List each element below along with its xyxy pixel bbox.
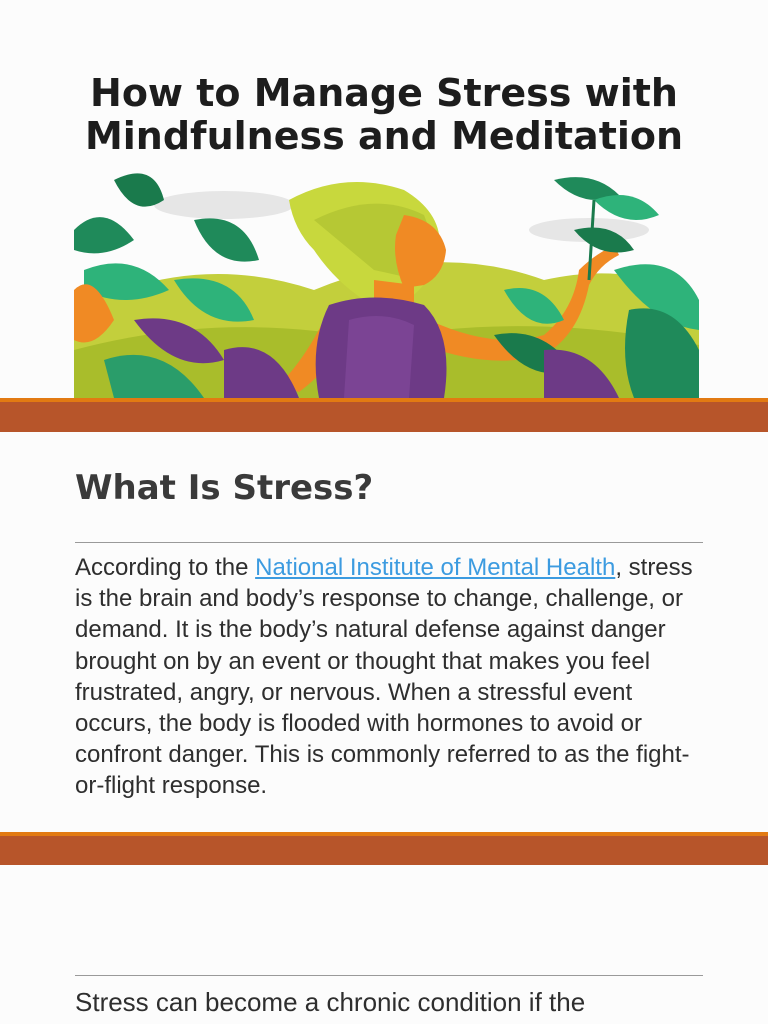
section-heading: What Is Stress? (75, 468, 374, 508)
hero-illustration (74, 160, 699, 398)
divider-band (0, 398, 768, 432)
page-title: How to Manage Stress with Mindfulness and Meditation (84, 71, 684, 158)
heading-rule (75, 542, 703, 543)
body-paragraph (75, 552, 715, 802)
section-rule (75, 975, 703, 976)
paragraph-suffix: , stress is the brain and body’s response to change, challenge, or demand. It is the body’s natural defense against danger brought on by an event or thought that makes you feel frustrated, angry, or nervous. When a stressful event occurs, the body is flooded with hormones to avoid or confront danger. This is commonly referred to as the fight-or-flight response. (75, 554, 693, 800)
body-paragraph-2: Stress can become a chronic condition if the (75, 987, 586, 1017)
nimh-link[interactable]: National Institute of Mental Health (255, 554, 616, 581)
paragraph-prefix: According to the (75, 554, 256, 581)
divider-band (0, 832, 768, 865)
